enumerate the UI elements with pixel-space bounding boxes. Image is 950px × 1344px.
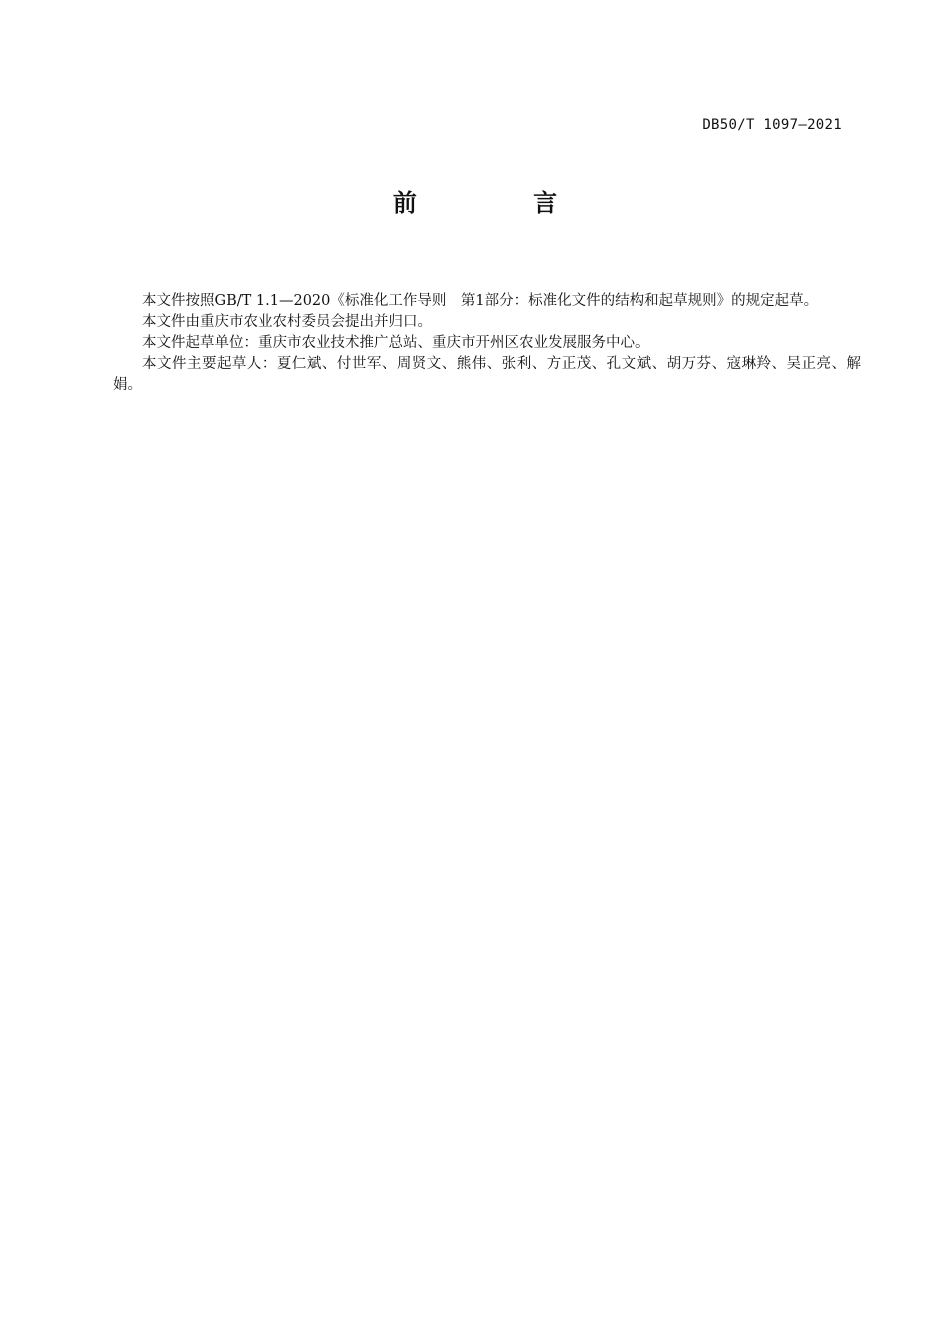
paragraph-drafting-units: 本文件起草单位：重庆市农业技术推广总站、重庆市开州区农业发展服务中心。: [142, 335, 650, 351]
paragraph-drafters: 本文件主要起草人：夏仁斌、付世军、周贤文、熊伟、张利、方正茂、孔文斌、胡万芬、寇琳羚、吴正亮、解娟。: [113, 356, 861, 393]
foreword-body: [113, 291, 861, 396]
page-title: 前 言: [392, 189, 612, 217]
paragraph-drafting-rules: 本文件按照GB/T 1.1—2020《标准化工作导则 第1部分：标准化文件的结构和起草规则》的规定起草。: [142, 293, 819, 309]
paragraph-proposer: 本文件由重庆市农业农村委员会提出并归口。: [142, 314, 432, 330]
document-code: DB50/T 1097—2021: [702, 117, 842, 133]
